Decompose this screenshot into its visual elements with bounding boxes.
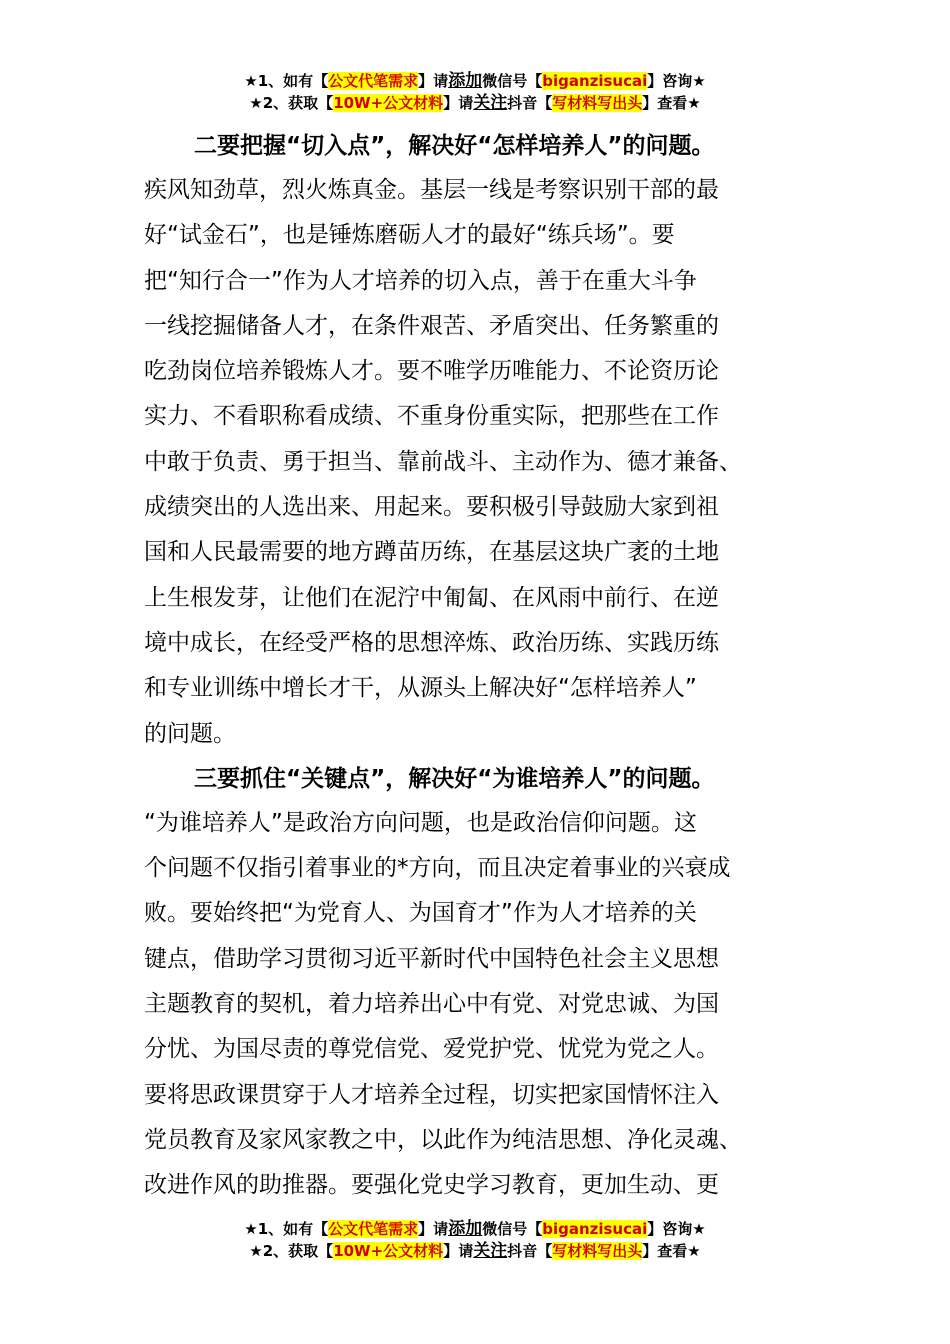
- paragraph-line: “为谁培养人”是政治方向问题，也是政治信仰问题。这: [144, 809, 697, 836]
- banner-text: 】请: [443, 94, 474, 112]
- paragraph-line: 成绩突出的人选出来、用起来。要积极引导鼓励大家到祖: [144, 494, 719, 521]
- paragraph-line: 主题教育的契机，着力培养出心中有党、对党忠诚、为国: [144, 991, 719, 1018]
- document-body: [144, 124, 806, 1209]
- banner-text: 】查看★: [642, 94, 701, 112]
- paragraph-line: 要将思政课贯穿于人才培养全过程，切实把家国情怀注入: [144, 1081, 719, 1108]
- banner-line-2: [0, 92, 950, 114]
- paragraph-line: 分忧、为国尽责的尊党信党、爱党护党、忧党为党之人。: [144, 1036, 719, 1063]
- highlight-wechat-id: biganzisucai: [542, 1220, 648, 1238]
- highlight-douyin-account: 写材料写出头: [552, 1242, 643, 1260]
- section-2-heading: 二要把握“切入点”，解决好“怎样培养人”的问题。: [194, 133, 715, 159]
- paragraph-line: 键点，借助学习贯彻习近平新时代中国特色社会主义思想: [144, 945, 719, 972]
- paragraph-line: 中敢于负责、勇于担当、靠前战斗、主动作为、德才兼备、: [144, 448, 742, 475]
- banner-line-2: [0, 1240, 950, 1262]
- banner-text: 微信号【: [482, 1220, 543, 1238]
- banner-text: ★1、如有【: [244, 72, 329, 90]
- banner-line-1: [0, 1218, 950, 1240]
- banner-text: ★2、获取【: [249, 1242, 334, 1260]
- paragraph-line: 党员教育及家风家教之中，以此作为纯洁思想、净化灵魂、: [144, 1126, 742, 1153]
- paragraph-line: 改进作风的助推器。要强化党史学习教育，更加生动、更: [144, 1172, 719, 1199]
- emphasis-add: 添加: [448, 1219, 483, 1239]
- paragraph-line: 败。要始终把“为党育人、为国育才”作为人才培养的关: [144, 900, 697, 927]
- paragraph-line: 个问题不仅指引着事业的*方向，而且决定着事业的兴衰成: [144, 855, 731, 882]
- highlight-materials: 10W+公文材料: [333, 94, 444, 112]
- banner-text: 微信号【: [482, 72, 543, 90]
- paragraph-line: 把“知行合一”作为人才培养的切入点，善于在重大斗争: [144, 267, 697, 294]
- paragraph-line: 上生根发芽，让他们在泥泞中匍匐、在风雨中前行、在逆: [144, 584, 719, 611]
- section-3-paragraph: [144, 801, 806, 1209]
- paragraph-line: 疾风知劲草，烈火炼真金。基层一线是考察识别干部的最: [144, 177, 719, 203]
- footer-banner: [0, 1218, 950, 1262]
- header-banner: [0, 70, 950, 114]
- paragraph-line: 吃劲岗位培养锻炼人才。要不唯学历唯能力、不论资历论: [144, 358, 719, 385]
- banner-text: ★1、如有【: [244, 1220, 329, 1238]
- banner-text: 】请: [418, 72, 449, 90]
- banner-line-1: [0, 70, 950, 92]
- highlight-douyin-account: 写材料写出头: [552, 94, 643, 112]
- section-3-heading: 三要抓住“关键点”，解决好“为谁培养人”的问题。: [194, 765, 715, 792]
- paragraph-line: 好“试金石”，也是锤炼磨砺人才的最好“练兵场”。要: [144, 222, 675, 249]
- emphasis-follow: 关注: [473, 1241, 508, 1261]
- paragraph-line: 实力、不看职称看成绩、不重身份重实际，把那些在工作: [144, 403, 719, 430]
- highlight-service: 公文代笔需求: [328, 1220, 419, 1238]
- banner-text: 】请: [418, 1220, 449, 1238]
- banner-text: 】请: [443, 1242, 474, 1260]
- highlight-materials: 10W+公文材料: [333, 1242, 444, 1260]
- section-2-paragraph: [144, 168, 806, 757]
- banner-text: 】咨询★: [647, 1220, 706, 1238]
- paragraph-line: 的问题。: [144, 720, 236, 747]
- banner-text: 抖音【: [507, 1242, 553, 1260]
- emphasis-follow: 关注: [473, 93, 508, 113]
- paragraph-line: 国和人民最需要的地方蹲苗历练，在基层这块广袤的土地: [144, 539, 719, 566]
- banner-text: 】查看★: [642, 1242, 701, 1260]
- banner-text: 】咨询★: [647, 72, 706, 90]
- highlight-service: 公文代笔需求: [328, 72, 419, 90]
- banner-text: ★2、获取【: [249, 94, 334, 112]
- paragraph-line: 境中成长，在经受严格的思想淬炼、政治历练、实践历练: [144, 629, 719, 656]
- paragraph-line: 一线挖掘储备人才，在条件艰苦、矛盾突出、任务繁重的: [144, 312, 719, 339]
- paragraph-line: 和专业训练中增长才干，从源头上解决好“怎样培养人”: [144, 675, 697, 702]
- highlight-wechat-id: biganzisucai: [542, 72, 648, 90]
- emphasis-add: 添加: [448, 71, 483, 91]
- banner-text: 抖音【: [507, 94, 553, 112]
